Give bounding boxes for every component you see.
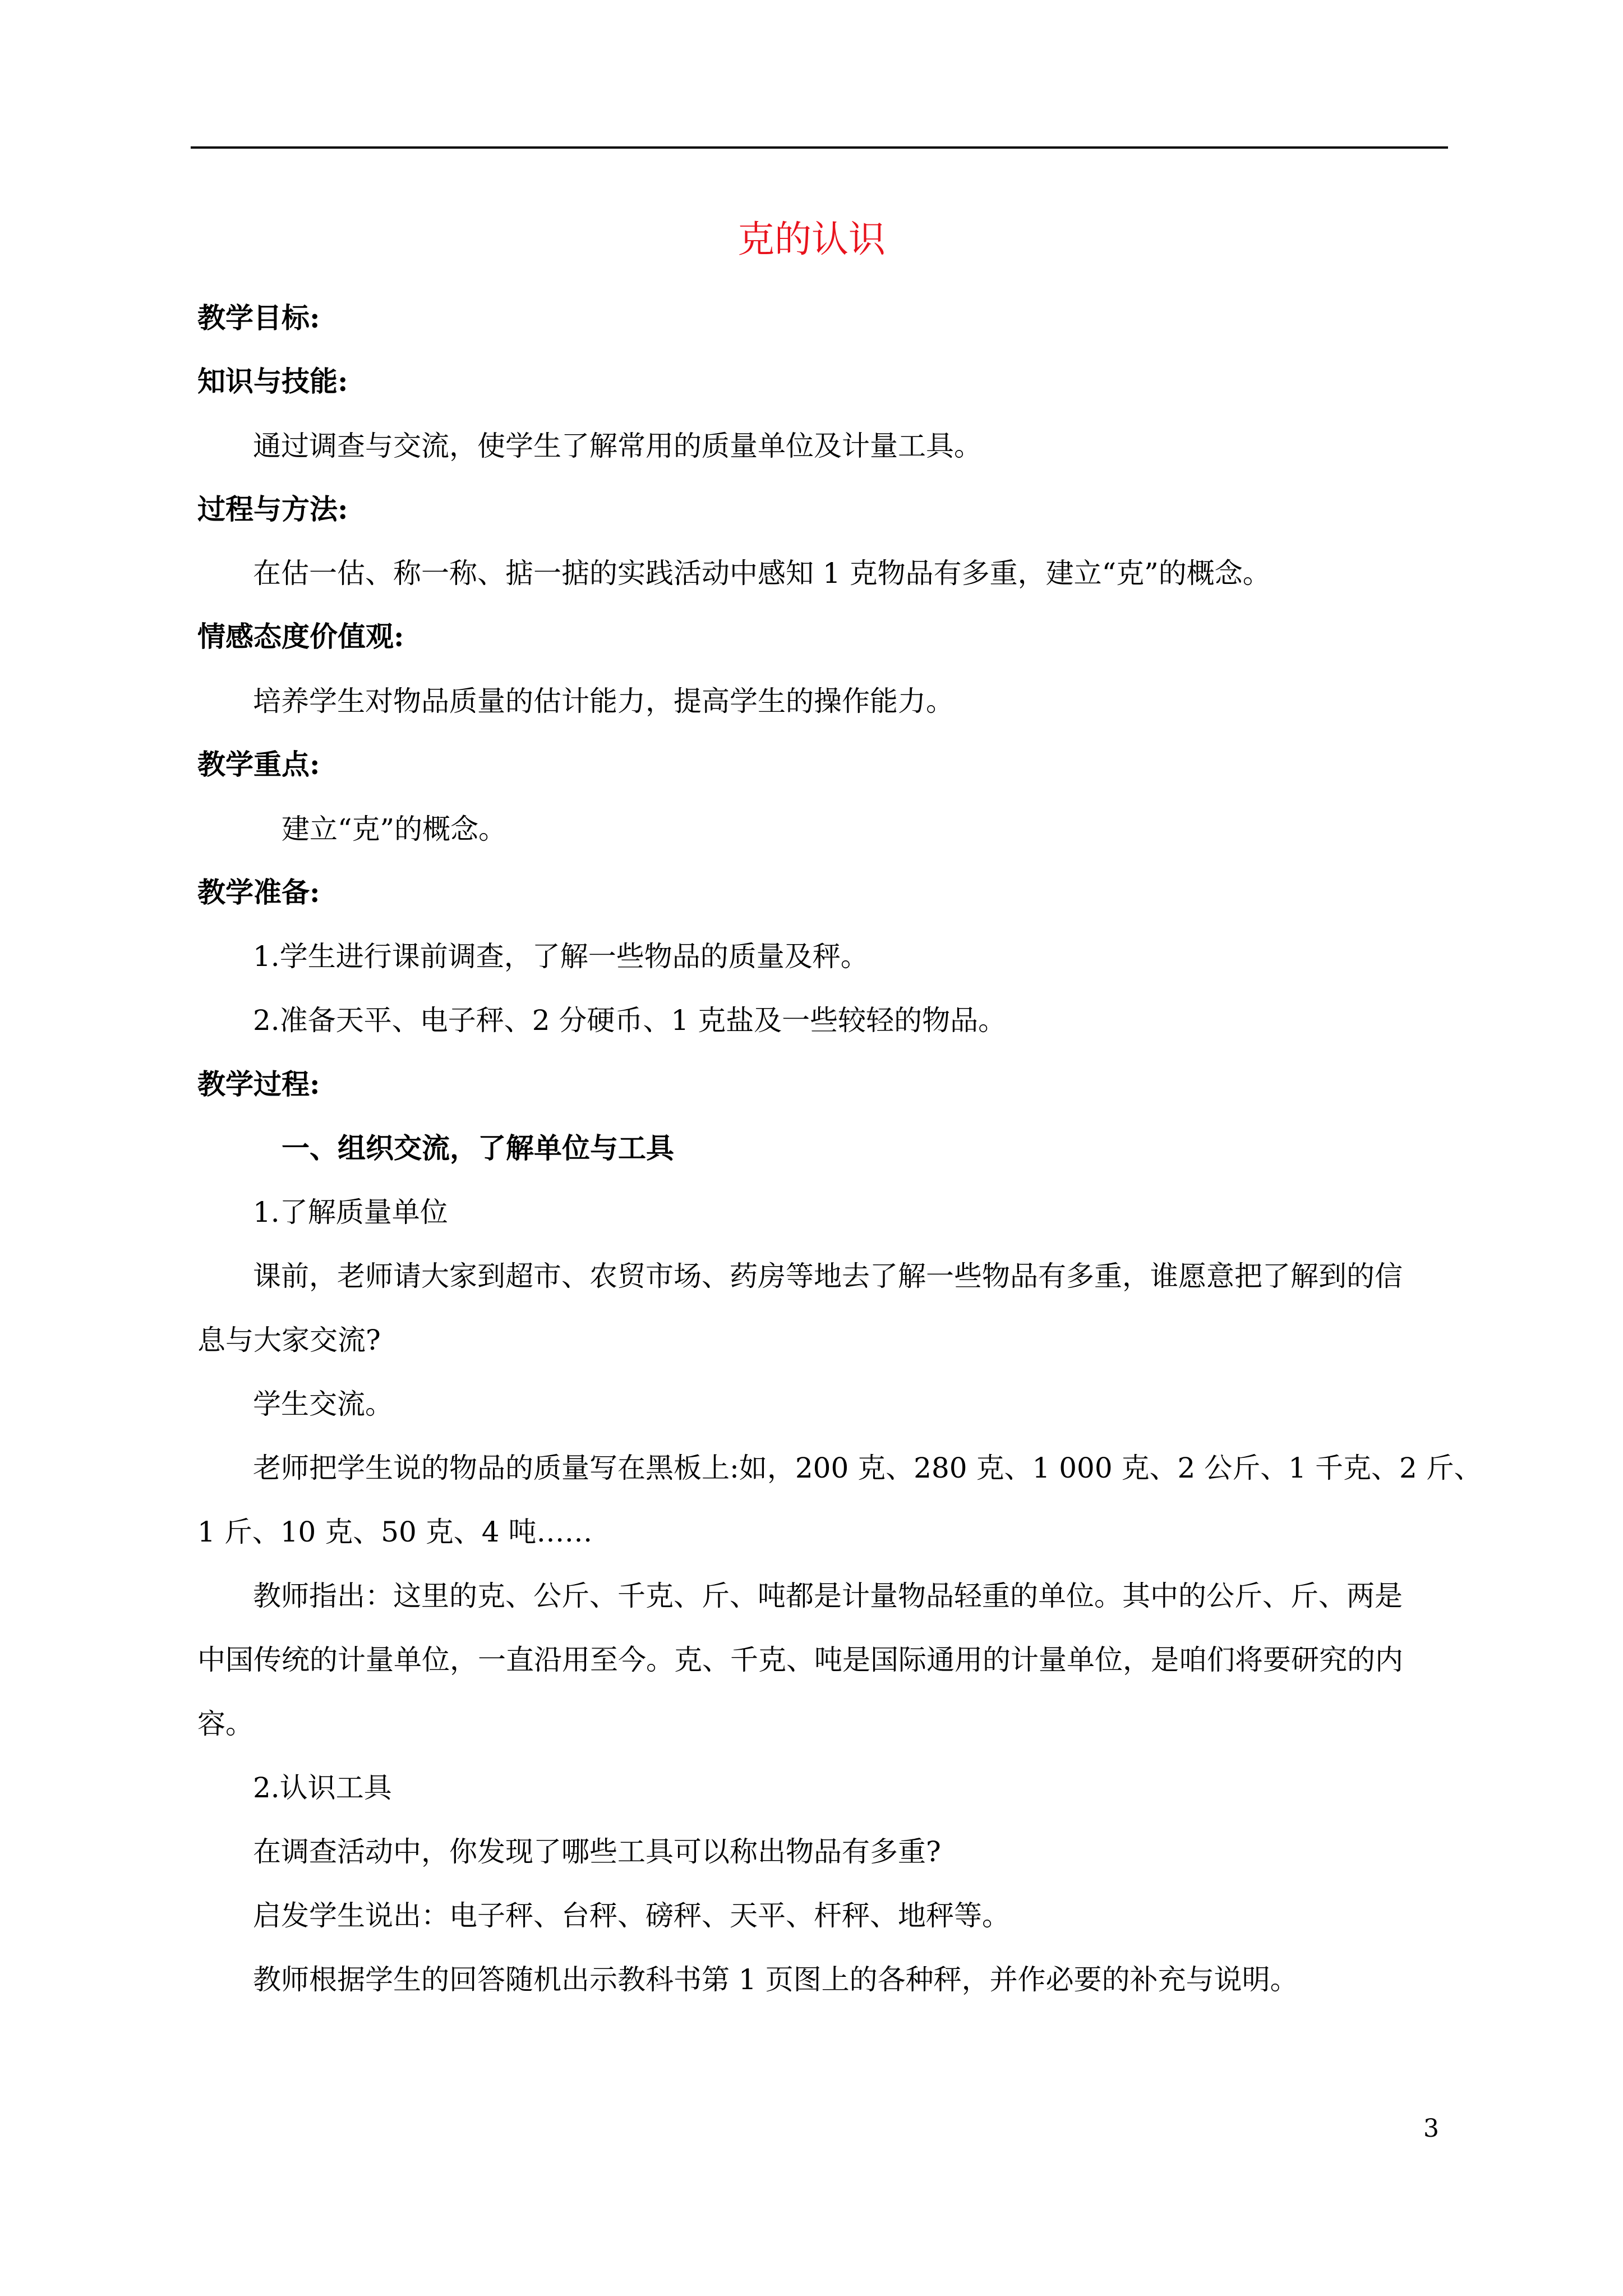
heading-preparation: 教学准备: — [197, 876, 320, 909]
paragraph-blackboard-cont: 1 斤、10 克、50 克、4 吨…… — [197, 1516, 593, 1548]
section-heading-1: 一、组织交流，了解单位与工具 — [282, 1131, 674, 1165]
paragraph-students-exchange: 学生交流。 — [253, 1388, 393, 1420]
paragraph-attitude-values: 培养学生对物品质量的估计能力，提高学生的操作能力。 — [253, 685, 954, 717]
paragraph-blackboard: 老师把学生说的物品的质量写在黑板上:如，200 克、280 克、1 000 克、2 公斤、1 千克、2 斤、 — [253, 1452, 1482, 1484]
list-item-preparation-2: 2.准备天平、电子秤、2 分硬币、1 克盐及一些较轻的物品。 — [253, 1004, 1007, 1037]
header-rule — [191, 146, 1448, 149]
heading-key-point: 教学重点: — [197, 748, 320, 781]
paragraph-tools-question: 在调查活动中，你发现了哪些工具可以称出物品有多重? — [253, 1835, 941, 1868]
document-title: 克的认识 — [737, 218, 886, 261]
paragraph-key-point: 建立“克”的概念。 — [282, 813, 507, 845]
paragraph-units-1-cont: 息与大家交流? — [197, 1324, 381, 1356]
paragraph-tools-display: 教师根据学生的回答随机出示教科书第 1 页图上的各种秤，并作必要的补充与说明。 — [253, 1963, 1298, 1996]
heading-teaching-goals: 教学目标: — [197, 301, 320, 334]
subheading-tools: 2.认识工具 — [253, 1772, 392, 1804]
heading-teaching-process: 教学过程: — [197, 1068, 320, 1101]
paragraph-teacher-points-end: 容。 — [197, 1708, 253, 1740]
paragraph-teacher-points: 教师指出：这里的克、公斤、千克、斤、吨都是计量物品轻重的单位。其中的公斤、斤、两是 — [253, 1580, 1403, 1612]
paragraph-teacher-points-cont: 中国传统的计量单位，一直沿用至今。克、千克、吨是国际通用的计量单位，是咱们将要研究的内 — [197, 1644, 1403, 1676]
paragraph-process-methods: 在估一估、称一称、掂一掂的实践活动中感知 1 克物品有多重，建立“克”的概念。 — [253, 557, 1271, 590]
subheading-units: 1.了解质量单位 — [253, 1196, 448, 1228]
paragraph-tools-answers: 启发学生说出：电子秤、台秤、磅秤、天平、杆秤、地秤等。 — [253, 1899, 1010, 1932]
heading-attitude-values: 情感态度价值观: — [197, 620, 404, 653]
paragraph-units-1: 课前，老师请大家到超市、农贸市场、药房等地去了解一些物品有多重，谁愿意把了解到的信 — [253, 1260, 1403, 1292]
paragraph-knowledge-skills: 通过调查与交流，使学生了解常用的质量单位及计量工具。 — [253, 430, 982, 462]
heading-process-methods: 过程与方法: — [197, 493, 348, 526]
list-item-preparation-1: 1.学生进行课前调查，了解一些物品的质量及秤。 — [253, 940, 869, 973]
page-number: 3 — [1423, 2114, 1439, 2143]
heading-knowledge-skills: 知识与技能: — [197, 365, 348, 398]
